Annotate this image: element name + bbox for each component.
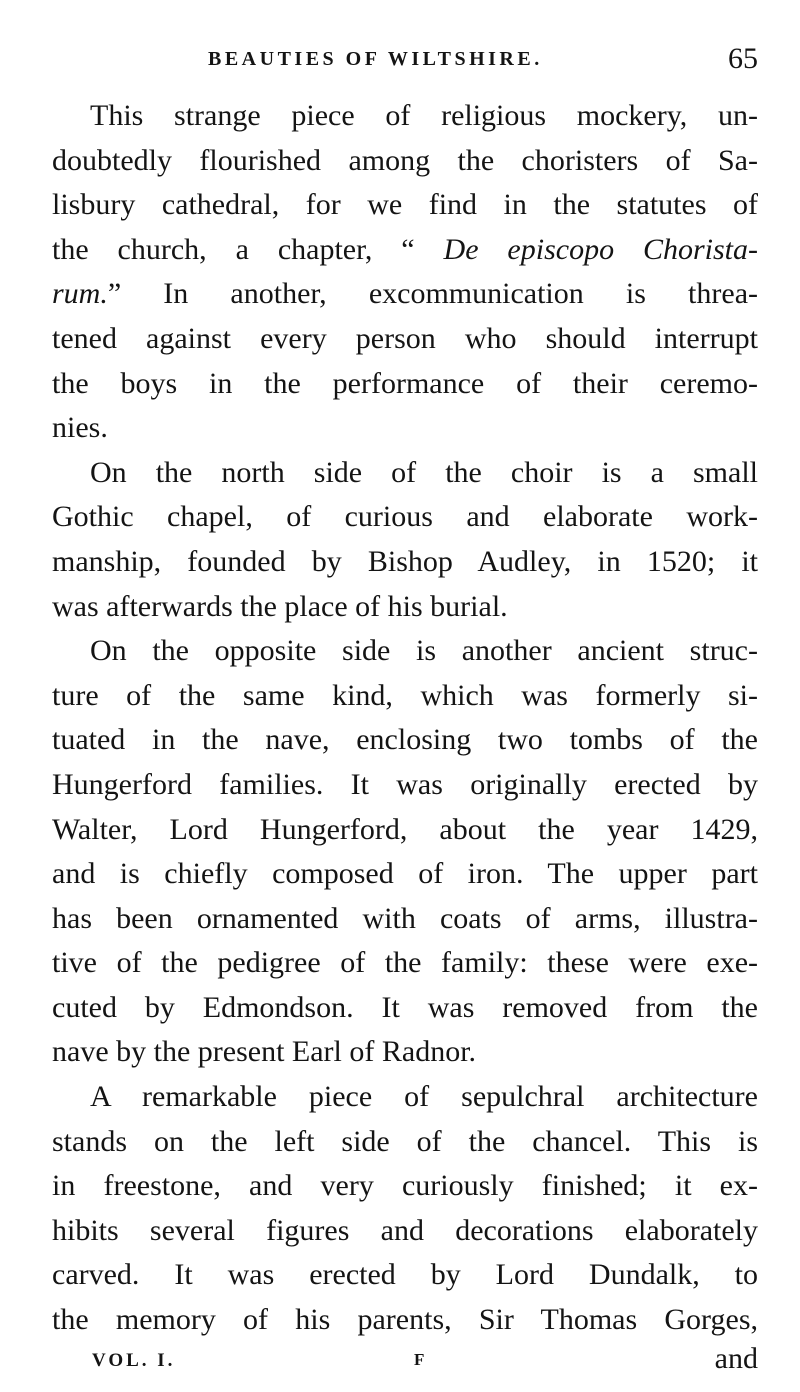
text-line: was afterwards the place of his burial. <box>52 589 508 623</box>
text-line: the church, a chapter, “ De episcopo Chorista- <box>52 232 758 266</box>
text-line: the memory of his parents, Sir Thomas Gorges, <box>52 1303 758 1337</box>
text-line: Walter, Lord Hungerford, about the year 1429, <box>52 812 758 846</box>
text-line: Gothic chapel, of curious and elaborate work- <box>52 500 758 534</box>
text-line: A remarkable piece of sepulchral architecture <box>90 1080 758 1114</box>
text-line: in freestone, and very curiously finished; it ex- <box>52 1169 758 1203</box>
text-line: nave by the present Earl of Radnor. <box>52 1035 477 1069</box>
text-line: cuted by Edmondson. It was removed from the <box>52 990 758 1024</box>
text-line: hibits several figures and decorations elaborately <box>52 1213 758 1247</box>
paragraph-hungerford-chapel <box>52 629 758 1075</box>
text-line: This strange piece of religious mockery, un- <box>90 99 758 132</box>
running-title: BEAUTIES OF WILTSHIRE. <box>208 48 543 70</box>
text-line: doubtedly flourished among the choristers of Sa- <box>52 143 758 177</box>
text-line: Hungerford families. It was originally erected by <box>52 767 758 801</box>
running-head <box>52 42 758 82</box>
text-line: lisbury cathedral, for we find in the statutes of <box>52 188 758 222</box>
text-line: tuated in the nave, enclosing two tombs of the <box>52 723 758 757</box>
text-line: the boys in the performance of their ceremo- <box>52 366 758 400</box>
page-footer <box>92 1342 758 1378</box>
paragraph-choristers <box>52 94 758 451</box>
paragraph-audley-chapel <box>52 451 758 629</box>
text-line: and is chiefly composed of iron. The upper part <box>52 857 758 891</box>
text-line: On the north side of the choir is a small <box>90 455 758 489</box>
text-line: stands on the left side of the chancel. This is <box>52 1124 758 1158</box>
text-line: tive of the pedigree of the family: these were exe- <box>52 946 758 980</box>
text-line: On the opposite side is another ancient struc- <box>90 634 758 668</box>
text-line: ture of the same kind, which was formerly si- <box>52 678 758 712</box>
catchword: and <box>714 1342 758 1375</box>
text-line: has been ornamented with coats of arms, illustra- <box>52 901 758 935</box>
text-line: nies. <box>52 411 108 445</box>
text-line: carved. It was erected by Lord Dundalk, to <box>52 1258 758 1292</box>
text-line: rum.” In another, excommunication is threa- <box>52 277 758 311</box>
page-number: 65 <box>728 42 758 75</box>
text-line: manship, founded by Bishop Audley, in 1520; it <box>52 544 758 578</box>
body-text <box>52 94 758 1343</box>
text-line: tened against every person who should interrupt <box>52 321 758 355</box>
volume-mark: VOL. I. <box>92 1350 176 1371</box>
paragraph-sepulchral-monument <box>52 1075 758 1343</box>
signature-mark: F <box>414 1350 425 1369</box>
